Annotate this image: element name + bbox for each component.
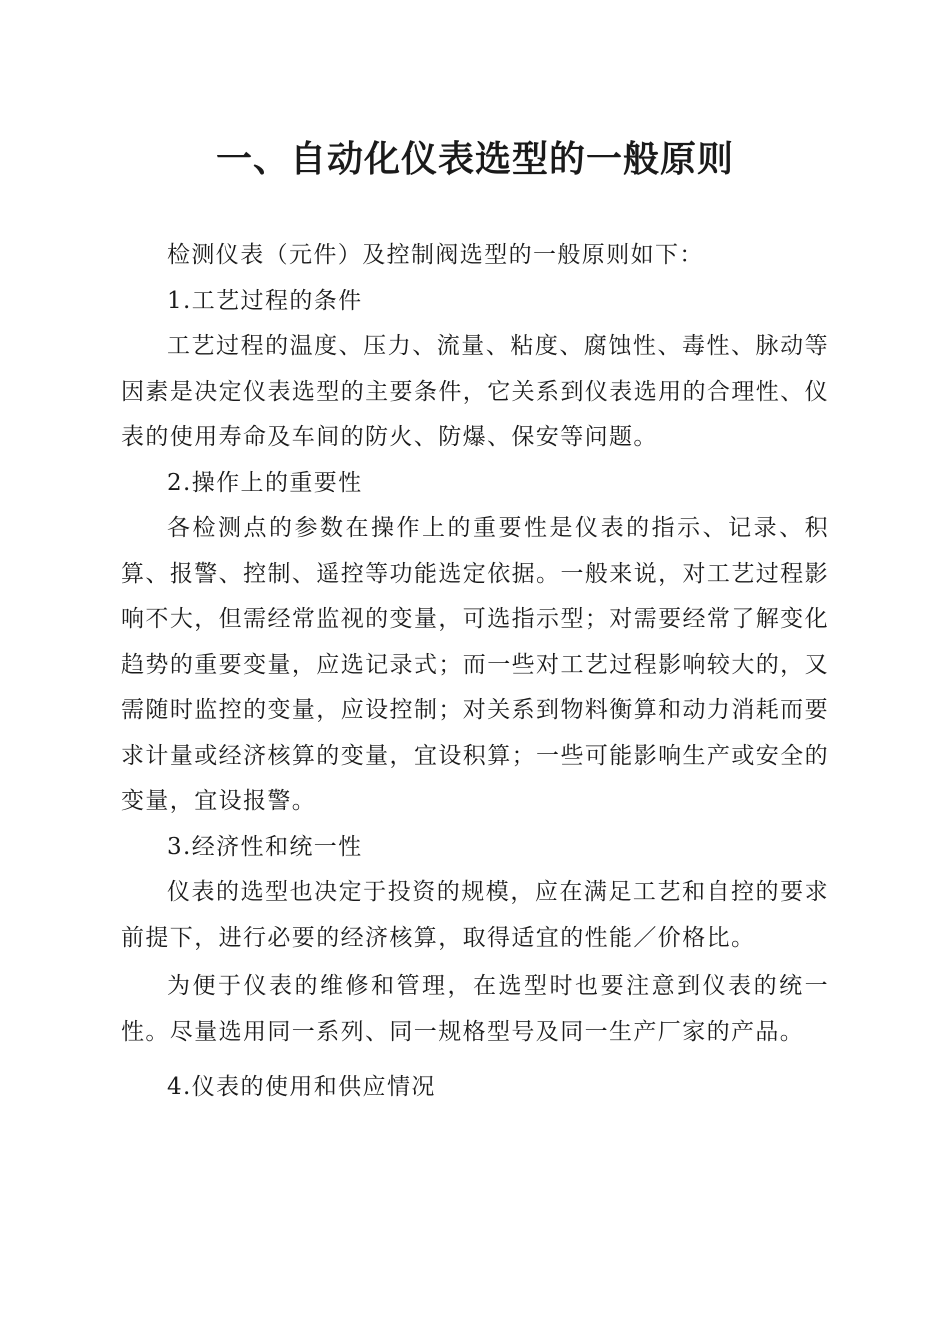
section-3-paragraph-1: 仪表的选型也决定于投资的规模，应在满足工艺和自控的要求前提下，进行必要的经济核算，取得适宜的性能／价格比。 [121,879,829,951]
section-heading-1: 1.工艺过程的条件 [167,287,363,314]
page-title: 一、自动化仪表选型的一般原则 [215,139,734,180]
section-heading-3: 3.经济性和统一性 [167,833,363,860]
document-body [121,233,829,1111]
section-2-paragraph: 各检测点的参数在操作上的重要性是仪表的指示、记录、积算、报警、控制、遥控等功能选定依据。一般来说，对工艺过程影响不大，但需经常监视的变量，可选指示型；对需要经常了解变化趋势的重要变量，应选记录式；而一些对工艺过程影响较大的，又需随时监控的变量，应设控制；对关系到物料衡算和动力消耗而要求计量或经济核算的变量，宜设积算；一些可能影响生产或安全的变量，宜设报警。 [121,515,829,814]
intro-paragraph: 检测仪表（元件）及控制阀选型的一般原则如下： [167,242,704,268]
section-heading-2: 2.操作上的重要性 [167,469,363,496]
section-3-paragraph-2: 为便于仪表的维修和管理，在选型时也要注意到仪表的统一性。尽量选用同一系列、同一规格型号及同一生产厂家的产品。 [121,973,829,1045]
section-1-paragraph: 工艺过程的温度、压力、流量、粘度、腐蚀性、毒性、脉动等因素是决定仪表选型的主要条件，它关系到仪表选用的合理性、仪表的使用寿命及车间的防火、防爆、保安等问题。 [121,333,829,450]
section-heading-4: 4.仪表的使用和供应情况 [167,1074,436,1100]
